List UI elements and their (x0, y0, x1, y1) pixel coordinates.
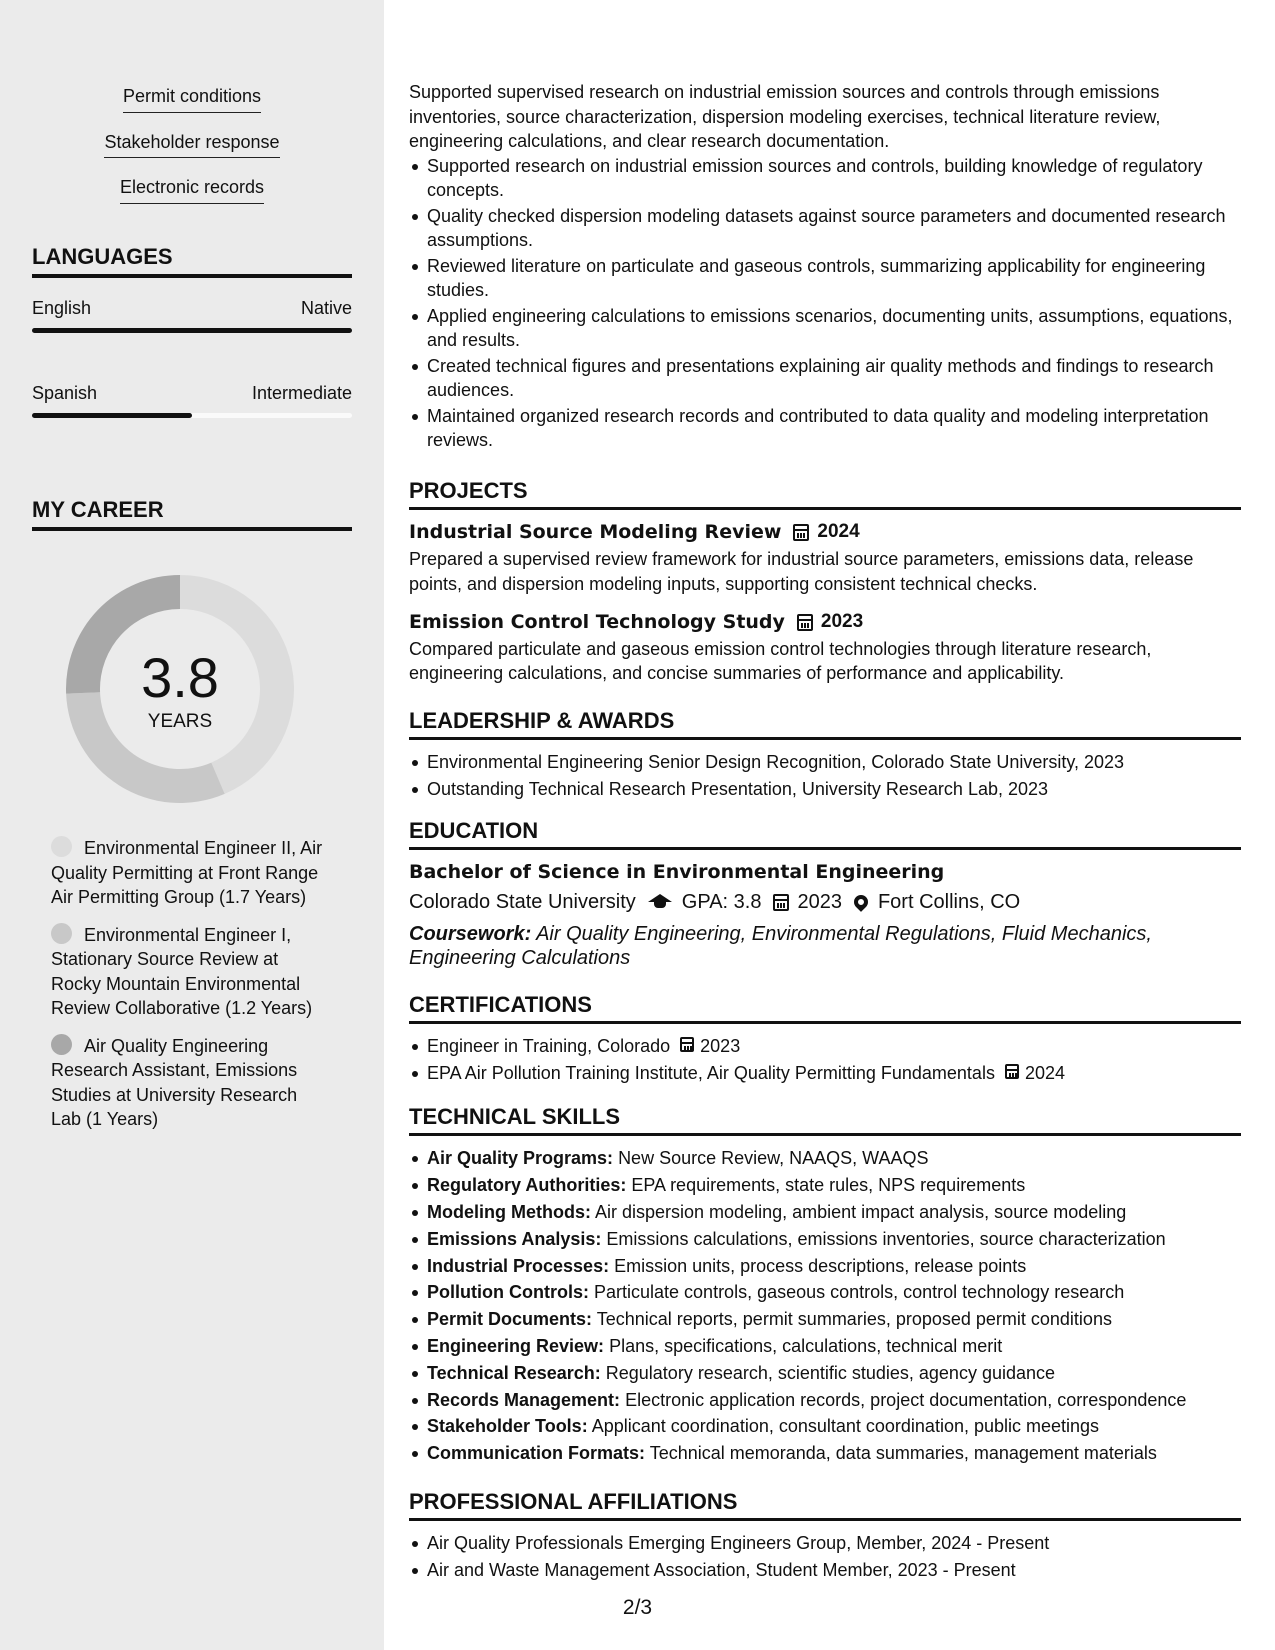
education-section (409, 818, 1241, 970)
language-name: Spanish (32, 383, 98, 403)
skill-item (427, 1173, 1241, 1198)
skill-item (427, 1254, 1241, 1279)
skill-label: Engineering Review: (427, 1335, 605, 1356)
calendar-icon (680, 1037, 694, 1052)
skill-label: Permit Documents: (427, 1309, 593, 1330)
location: Fort Collins, CO (877, 891, 1021, 914)
skill-value: Emission units, process descriptions, release points (614, 1255, 1027, 1276)
skill-item (427, 1200, 1241, 1225)
skill-value: Plans, specifications, calculations, technical merit (609, 1335, 1003, 1356)
skill-label: Emissions Analysis: (427, 1228, 602, 1249)
skill-item (427, 1307, 1241, 1332)
certifications-list (427, 1034, 1241, 1085)
skill-tag: Electronic records (120, 177, 264, 204)
leadership-section (409, 708, 1241, 801)
experience-bullet: Maintained organized research records and contributed to data quality and modeling interpretation reviews. (427, 404, 1241, 453)
coursework (409, 922, 1241, 970)
skill-label: Air Quality Programs: (427, 1148, 614, 1169)
certification-item (427, 1061, 1241, 1086)
career-donut-chart (66, 575, 294, 803)
experience-block (409, 80, 1241, 454)
language-bar-fill (32, 413, 192, 418)
skill-value: Technical memoranda, data summaries, management materials (649, 1443, 1157, 1464)
skill-value: New Source Review, NAAQS, WAAQS (618, 1148, 929, 1169)
affiliations-heading: PROFESSIONAL AFFILIATIONS (409, 1489, 1241, 1521)
experience-bullet: Applied engineering calculations to emissions scenarios, documenting units, assumptions, equations, and results. (427, 304, 1241, 353)
career-item (51, 836, 331, 910)
project-title: Industrial Source Modeling Review (409, 521, 782, 544)
experience-bullet: Supported research on industrial emission sources and controls, building knowledge of regulatory concepts. (427, 154, 1241, 203)
calendar-icon (797, 614, 813, 631)
skill-tag: Permit conditions (123, 86, 261, 113)
skill-item (427, 1414, 1241, 1439)
sidebar (0, 0, 384, 1650)
career-heading: MY CAREER (32, 497, 352, 531)
certifications-section (409, 992, 1241, 1085)
projects-heading: PROJECTS (409, 478, 1241, 510)
graduation-year: 2023 (797, 891, 842, 914)
leadership-item: Outstanding Technical Research Presentation, University Research Lab, 2023 (427, 777, 1241, 802)
skill-item (427, 1388, 1241, 1413)
career-item-text: Environmental Engineer II, Air Quality Permitting at Front Range Air Permitting Group (1.7 Years) (51, 838, 323, 907)
skill-value: Emissions calculations, emissions inventories, source characterization (606, 1228, 1166, 1249)
career-list (51, 836, 331, 1145)
language-bar (32, 413, 352, 418)
education-heading: EDUCATION (409, 818, 1241, 850)
skill-value: Regulatory research, scientific studies, agency guidance (605, 1362, 1056, 1383)
skill-item (427, 1146, 1241, 1171)
language-bar-fill (32, 328, 352, 333)
career-item (51, 923, 331, 1021)
affiliations-section (409, 1489, 1241, 1582)
affiliation-item: Air Quality Professionals Emerging Engineers Group, Member, 2024 - Present (427, 1531, 1241, 1556)
skill-value: Air dispersion modeling, ambient impact analysis, source modeling (595, 1201, 1127, 1222)
page-number: 2/3 (622, 1596, 653, 1619)
career-legend-dot (51, 923, 72, 944)
skill-label: Records Management: (427, 1389, 621, 1410)
project-year: 2023 (820, 611, 864, 633)
certification-year: 2024 (1024, 1062, 1065, 1083)
coursework-label: Coursework: (409, 923, 532, 946)
language-english (32, 298, 352, 333)
experience-bullet: Quality checked dispersion modeling datasets against source parameters and documented research assumptions. (427, 204, 1241, 253)
experience-bullets (427, 154, 1241, 453)
skill-item (427, 1227, 1241, 1252)
career-item-text: Air Quality Engineering Research Assistant, Emissions Studies at University Research Lab (1 Years) (51, 1035, 298, 1129)
skill-value: Electronic application records, project documentation, correspondence (625, 1389, 1187, 1410)
leadership-list (427, 750, 1241, 801)
affiliation-item: Air and Waste Management Association, Student Member, 2023 - Present (427, 1558, 1241, 1583)
career-item (51, 1034, 331, 1132)
experience-bullet: Reviewed literature on particulate and gaseous controls, summarizing applicability for engineering studies. (427, 254, 1241, 303)
project-year: 2024 (817, 521, 860, 543)
skill-label: Pollution Controls: (427, 1282, 589, 1303)
leadership-item: Environmental Engineering Senior Design Recognition, Colorado State University, 2023 (427, 750, 1241, 775)
language-level: Native (300, 298, 352, 318)
project-title: Emission Control Technology Study (409, 611, 785, 634)
projects-section (409, 478, 1241, 686)
coursework-list: Air Quality Engineering, Environmental Regulations, Fluid Mechanics, Engineering Calculations (409, 923, 1152, 970)
calendar-icon (793, 524, 809, 541)
skill-value: Applicant coordination, consultant coordination, public meetings (591, 1416, 1100, 1437)
career-item-text: Environmental Engineer I, Stationary Source Review at Rocky Mountain Environmental Review Collaborative (1.2 Years) (51, 924, 313, 1018)
skill-value: Technical reports, permit summaries, proposed permit conditions (596, 1309, 1112, 1330)
career-legend-dot (51, 836, 72, 857)
skills-list (427, 1146, 1241, 1465)
language-name: English (32, 298, 92, 318)
experience-summary: Supported supervised research on industrial emission sources and controls through emissions inventories, source characterization, dispersion modeling exercises, technical literature review, engineering calculations, and clear research documentation. (409, 82, 1161, 151)
career-unit: YEARS (147, 711, 213, 732)
skills-heading: TECHNICAL SKILLS (409, 1104, 1241, 1136)
skill-value: EPA requirements, state rules, NPS requirements (631, 1175, 1026, 1196)
experience-bullet: Created technical figures and presentations explaining air quality methods and findings to research audiences. (427, 354, 1241, 403)
skill-item (427, 1334, 1241, 1359)
skill-tags (32, 86, 352, 223)
language-bar (32, 328, 352, 333)
languages-heading: LANGUAGES (32, 244, 352, 278)
skill-item (427, 1280, 1241, 1305)
skill-label: Modeling Methods: (427, 1201, 591, 1222)
skill-value: Particulate controls, gaseous controls, control technology research (594, 1282, 1125, 1303)
skill-item (427, 1441, 1241, 1466)
career-legend-dot (51, 1034, 72, 1055)
skill-label: Industrial Processes: (427, 1255, 610, 1276)
skills-section (409, 1104, 1241, 1468)
graduation-cap-icon (648, 894, 672, 910)
skill-label: Technical Research: (427, 1362, 601, 1383)
project-title-row (409, 520, 1241, 545)
calendar-icon (1005, 1064, 1019, 1079)
language-level: Intermediate (251, 383, 352, 403)
affiliations-list (427, 1531, 1241, 1582)
gpa: GPA: 3.8 (681, 891, 762, 914)
project-description: Prepared a supervised review framework for industrial source parameters, emissions data, release points, and dispersion modeling inputs, supporting consistent technical checks. (409, 549, 1194, 594)
education-details (409, 888, 1241, 916)
degree-title: Bachelor of Science in Environmental Engineering (409, 861, 945, 884)
skill-item (427, 1361, 1241, 1386)
school-name: Colorado State University (409, 891, 636, 914)
career-total: 3.8 (141, 646, 219, 709)
location-pin-icon (851, 892, 871, 912)
calendar-icon (773, 894, 789, 911)
certification-item (427, 1034, 1241, 1059)
skill-label: Regulatory Authorities: (427, 1175, 627, 1196)
language-spanish (32, 383, 352, 418)
leadership-heading: LEADERSHIP & AWARDS (409, 708, 1241, 740)
certification-name: EPA Air Pollution Training Institute, Air Quality Permitting Fundamentals (427, 1062, 995, 1083)
skill-label: Communication Formats: (427, 1443, 646, 1464)
project-description: Compared particulate and gaseous emission control technologies through literature research, engineering calculations, and concise summaries of performance and applicability. (409, 638, 1152, 684)
skill-tag: Stakeholder response (104, 132, 279, 159)
skill-label: Stakeholder Tools: (427, 1416, 588, 1437)
project-title-row (409, 610, 1241, 635)
certifications-heading: CERTIFICATIONS (409, 992, 1241, 1024)
certification-name: Engineer in Training, Colorado (427, 1036, 671, 1057)
certification-year: 2023 (700, 1036, 741, 1057)
